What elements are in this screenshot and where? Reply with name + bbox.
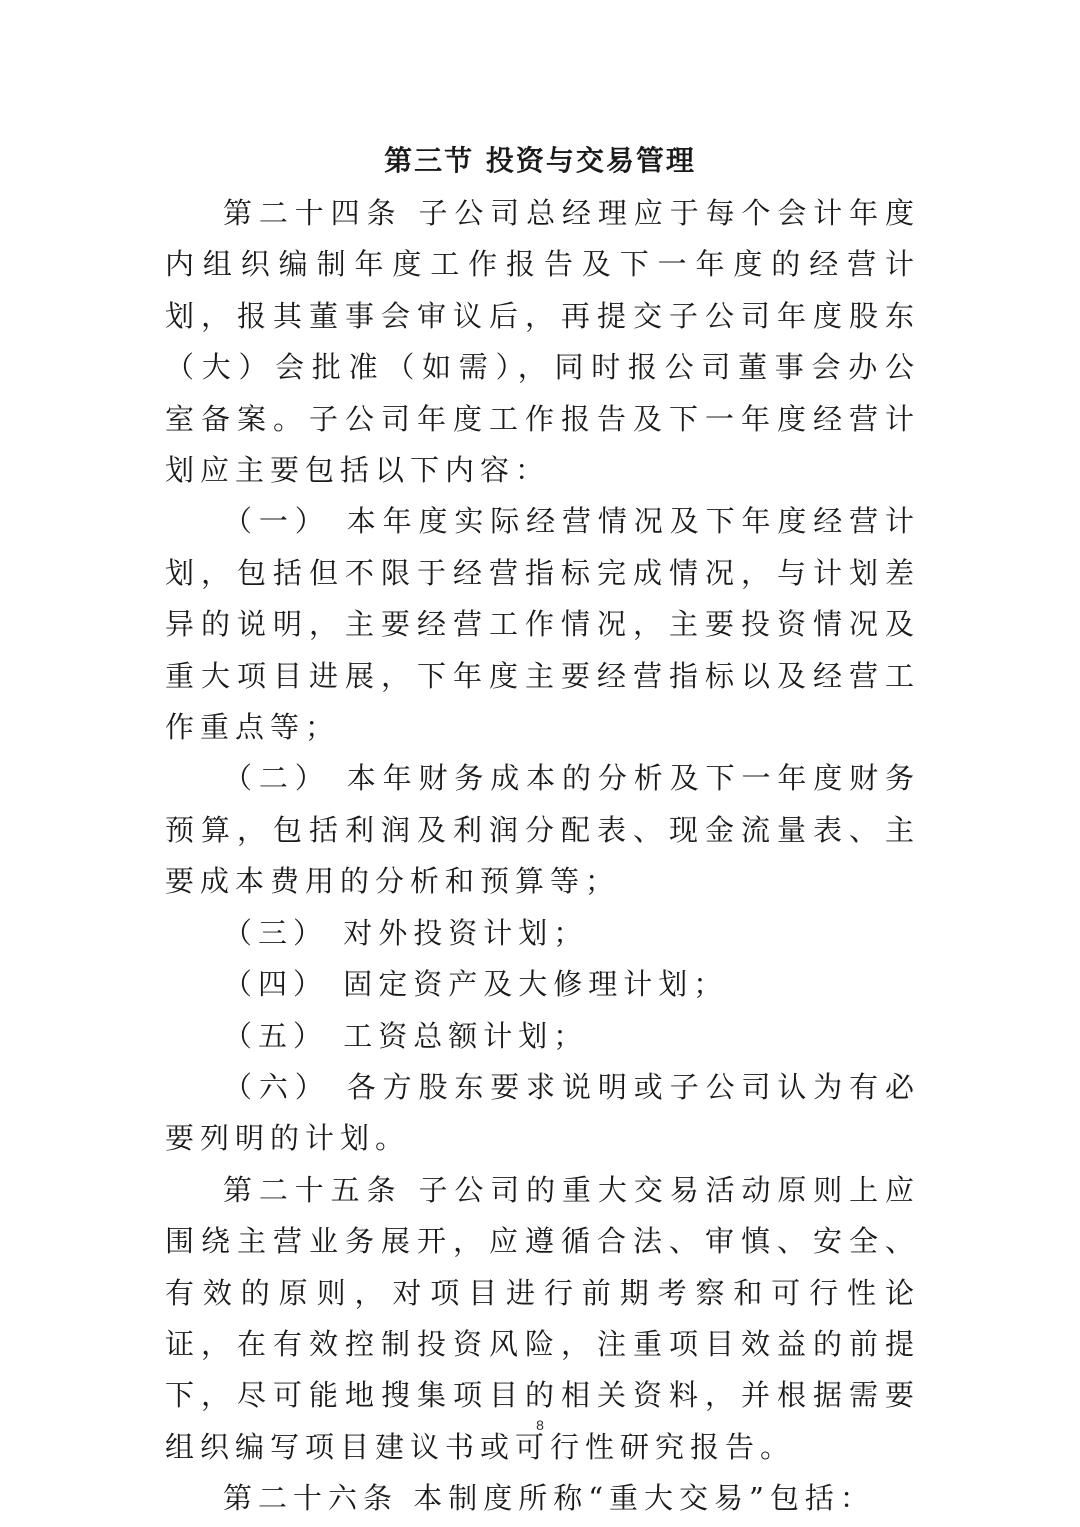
- body-text: [165, 188, 920, 1525]
- list-item-6: （六） 各方股东要求说明或子公司认为有必要列明的计划。: [165, 1069, 920, 1156]
- article-26-paragraph: 第二十六条 本制度所称“重大交易”包括：: [223, 1481, 875, 1516]
- list-item-1: （一） 本年度实际经营情况及下年度经营计划，包括但不限于经营指标完成情况，与计划差异的说明，主要经营工作情况，主要投资情况及重大项目进展，下年度主要经营指标以及经营工作重点等；: [165, 504, 920, 745]
- list-item-3: （三） 对外投资计划；: [223, 915, 589, 950]
- article-25-paragraph: 第二十五条 子公司的重大交易活动原则上应围绕主营业务展开，应遵循合法、审慎、安全、有效的原则，对项目进行前期考察和可行性论证，在有效控制投资风险，注重项目效益的前提下，尽可能地搜集项目的相关资料，并根据需要组织编写项目建议书或可行性研究报告。: [165, 1172, 920, 1464]
- page-number: 8: [536, 1417, 544, 1433]
- list-item-2: （二） 本年财务成本的分析及下一年度财务预算，包括利润及利润分配表、现金流量表、主要成本费用的分析和预算等；: [165, 761, 920, 899]
- list-item-4: （四） 固定资产及大修理计划；: [223, 967, 729, 1002]
- article-24-paragraph: 第二十四条 子公司总经理应于每个会计年度内组织编制年度工作报告及下一年度的经营计划，报其董事会审议后，再提交子公司年度股东（大）会批准（如需），同时报公司董事会办公室备案。子公司年度工作报告及下一年度经营计划应主要包括以下内容：: [165, 196, 920, 488]
- section-title: 第三节 投资与交易管理: [384, 144, 696, 177]
- list-item-5: （五） 工资总额计划；: [223, 1018, 589, 1053]
